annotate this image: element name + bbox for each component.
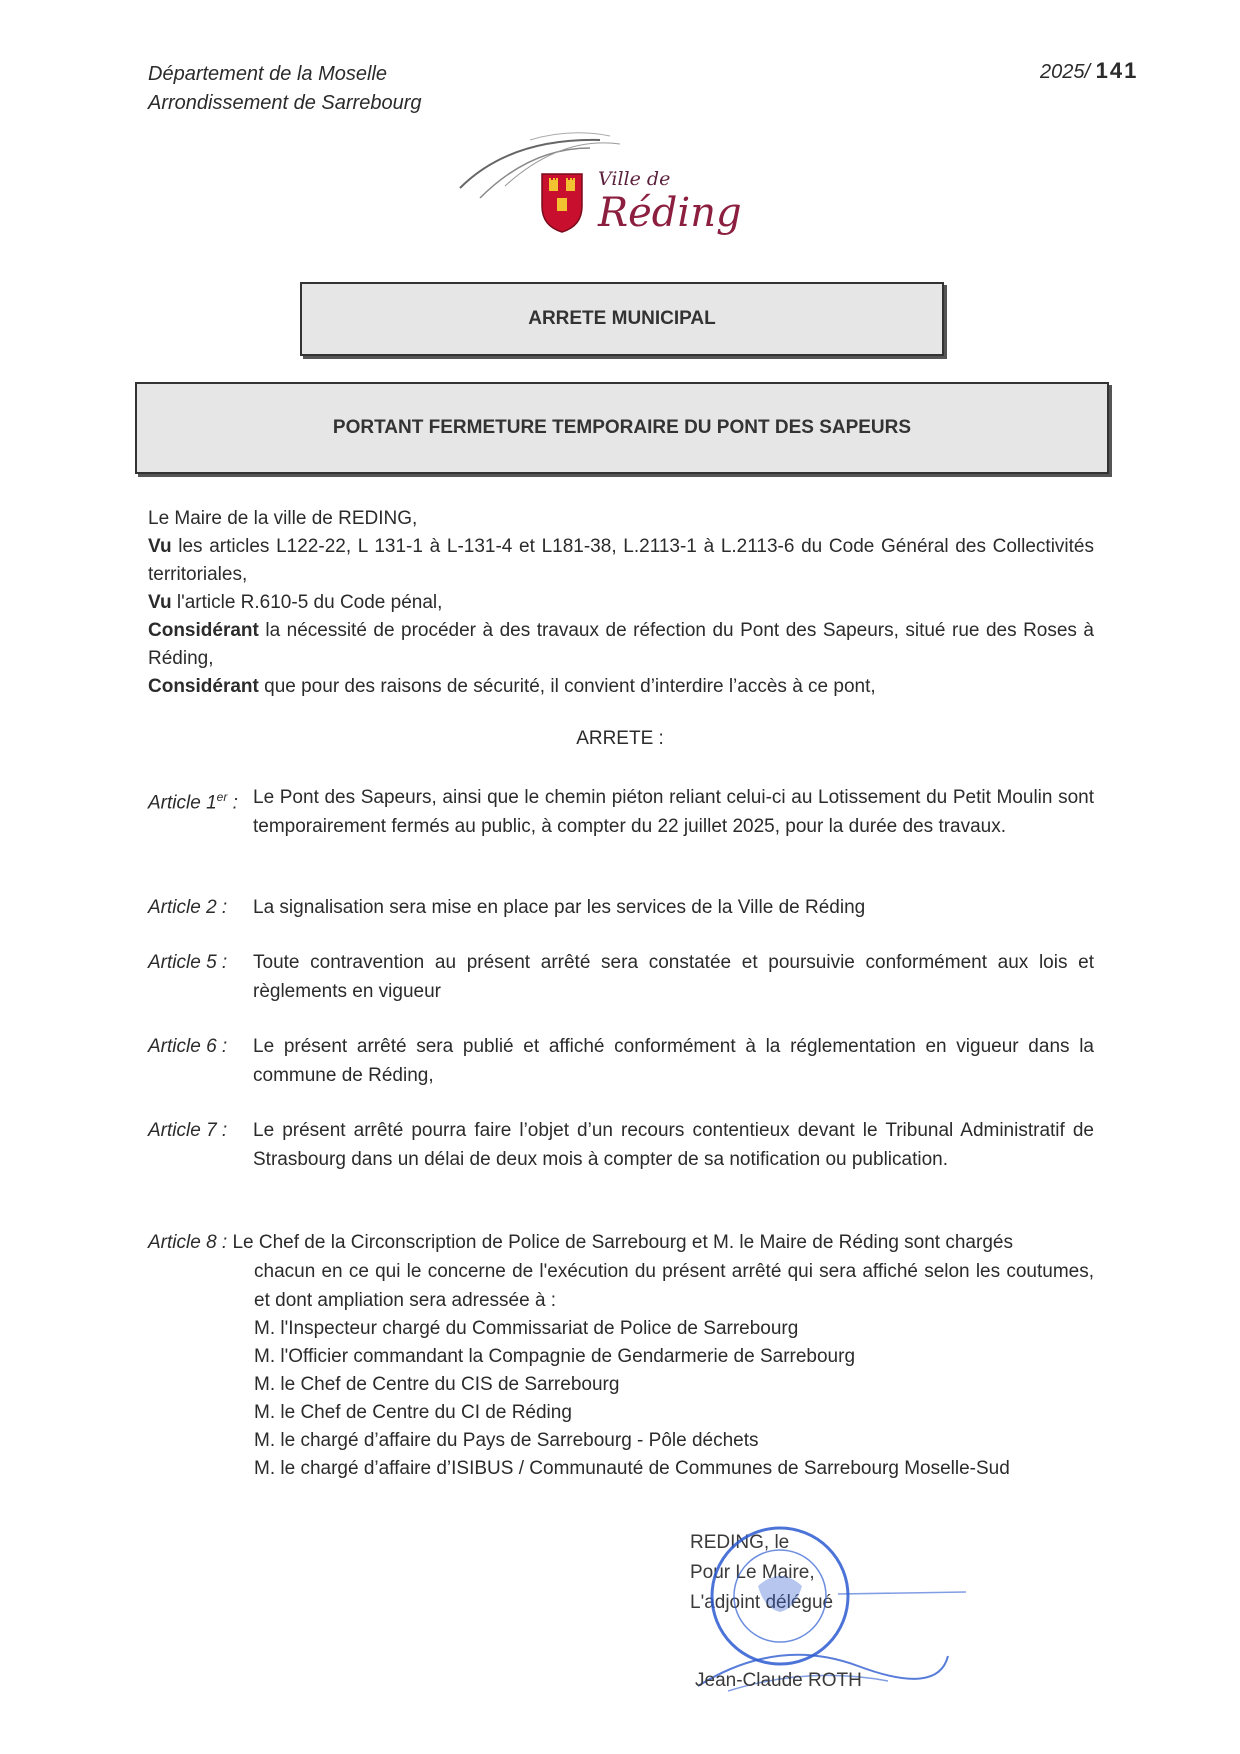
department-name: Département de la Moselle	[148, 63, 388, 85]
article-7	[148, 1116, 1094, 1174]
article-text: Le présent arrêté pourra faire l’objet d’un recours contentieux devant le Tribunal Administratif de Strasbourg dans un délai de deux mois à compter de sa notification ou publication.	[253, 1120, 1094, 1170]
arrondissement-name: Arrondissement de Sarrebourg	[148, 92, 422, 114]
town-logo	[450, 128, 810, 238]
document-header	[148, 60, 421, 118]
mayor-line: Le Maire de la ville de REDING,	[148, 508, 418, 529]
list-item: M. le chargé d’affaire d’ISIBUS / Communauté de Communes de Sarrebourg Moselle-Sud	[254, 1458, 1010, 1479]
list-item: M. l'Officier commandant la Compagnie de Gendarmerie de Sarrebourg	[254, 1346, 856, 1367]
logo-wordmark	[598, 168, 810, 236]
vu-text: les articles L122-22, L 131-1 à L-131-4 et L181-38, L.2113-1 à L.2113-6 du Code Général des Collectivités territoriales,	[148, 536, 1094, 585]
article-text: Le Pont des Sapeurs, ainsi que le chemin piéton reliant celui-ci au Lotissement du Petit Moulin sont temporairement fermés au public, à compter du 22 juillet 2025, pour la durée des travaux.	[253, 787, 1094, 837]
reference-prefix: 2025/	[1040, 61, 1091, 83]
article-8-first-line	[148, 1228, 1094, 1257]
article-label: Article 2 :	[148, 897, 228, 918]
considerant-line-2	[148, 673, 1094, 701]
vu-line-1	[148, 533, 1094, 589]
article-label: Article 6 :	[148, 1036, 228, 1057]
document-subject: PORTANT FERMETURE TEMPORAIRE DU PONT DES SAPEURS	[332, 417, 912, 438]
list-item: M. le Chef de Centre du CI de Réding	[254, 1402, 572, 1423]
list-item: M. l'Inspecteur chargé du Commissariat de Police de Sarrebourg	[254, 1318, 799, 1339]
article-text: Le présent arrêté sera publié et affiché conformément à la réglementation en vigueur dans la commune de Réding,	[253, 1036, 1094, 1086]
list-item: M. le chargé d’affaire du Pays de Sarrebourg - Pôle déchets	[254, 1430, 759, 1451]
article-text: Toute contravention au présent arrêté sera constatée et poursuivie conformément aux lois et règlements en vigueur	[253, 952, 1094, 1002]
logo-prefix: Ville de	[598, 168, 671, 190]
article-text: La signalisation sera mise en place par les services de la Ville de Réding	[253, 897, 866, 918]
article-1	[148, 783, 1094, 841]
list-item: M. le Chef de Centre du CIS de Sarrebourg	[254, 1374, 620, 1395]
signature-place: REDING, le	[690, 1532, 790, 1553]
signatory-name: Jean-Claude ROTH	[695, 1670, 862, 1691]
article-text-continued: chacun en ce qui le concerne de l'exécution du présent arrêté qui sera affiché selon les coutumes, et dont ampliation sera adressée à :	[254, 1261, 1094, 1311]
considerant-text: la nécessité de procéder à des travaux de réfection du Pont des Sapeurs, situé rue des Roses à Réding,	[148, 620, 1094, 669]
considerant-line-1	[148, 617, 1094, 673]
document-subject-box	[135, 382, 1109, 474]
article-label: Article 7 :	[148, 1120, 228, 1141]
preamble	[148, 505, 1094, 701]
vu-keyword: Vu	[148, 536, 172, 557]
vu-line-2	[148, 589, 1094, 617]
article-text: Le Chef de la Circonscription de Police de Sarrebourg et M. le Maire de Réding sont chargés	[227, 1232, 1013, 1253]
considerant-keyword: Considérant	[148, 676, 259, 697]
vu-text: l'article R.610-5 du Code pénal,	[171, 592, 443, 613]
document-title: ARRETE MUNICIPAL	[528, 308, 716, 329]
considerant-text: que pour des raisons de sécurité, il convient d’interdire l’accès à ce pont,	[258, 676, 876, 697]
signature-role: L'adjoint délégué	[690, 1592, 834, 1613]
article-label: Article 5 :	[148, 952, 228, 973]
article-2	[148, 893, 1094, 922]
article-label: Article 8 :	[148, 1232, 228, 1253]
document-title-box	[300, 282, 944, 356]
recipients-list	[254, 1315, 1094, 1483]
vu-keyword: Vu	[148, 592, 172, 613]
article-6	[148, 1032, 1094, 1090]
considerant-keyword: Considérant	[148, 620, 259, 641]
reference-handwritten: 141	[1095, 58, 1139, 83]
article-5	[148, 948, 1094, 1006]
coat-of-arms-icon	[542, 174, 582, 232]
signature-for-mayor: Pour Le Maire,	[690, 1562, 815, 1583]
arrete-heading: ARRETE :	[576, 728, 664, 749]
article-8	[148, 1228, 1094, 1483]
logo-town-name: Réding	[598, 190, 742, 236]
reference-number	[1040, 58, 1138, 84]
article-label: Article 1er :	[148, 790, 238, 814]
